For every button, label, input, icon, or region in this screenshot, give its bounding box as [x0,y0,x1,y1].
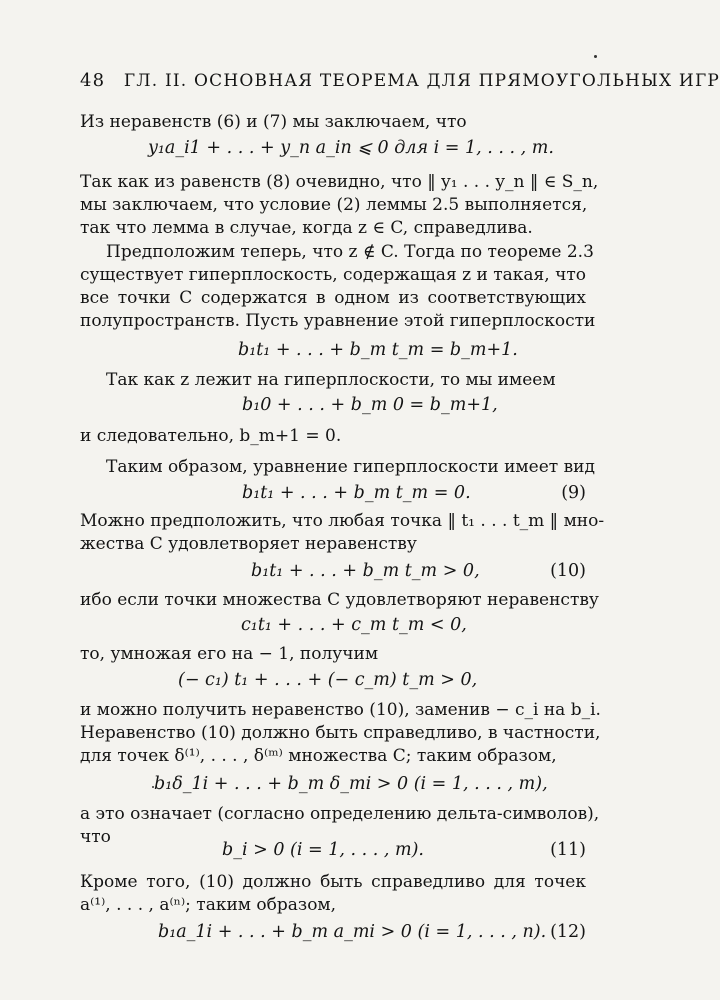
formula: y₁a_i1 + . . . + y_n a_in ⩽ 0 для i = 1, . . . , m. [148,138,554,158]
running-header [80,70,720,91]
text-line: а это означает (согласно определению дельта-символов), [80,804,600,824]
text-line: для точек δ⁽¹⁾, . . . , δ⁽ᵐ⁾ множества C; таким образом, [80,746,557,766]
formula: b₁δ_1i + . . . + b_m δ_mi > 0 (i = 1, . . . , m), [154,774,548,794]
text-line: так что лемма в случае, когда z ∈ C, справедлива. [80,218,533,238]
page-number: 48 [80,70,106,91]
text-line: что [80,827,111,847]
text-line: Так как z лежит на гиперплоскости, то мы имеем [106,370,556,390]
text-line: и можно получить неравенство (10), заменив − c_i на b_i. [80,700,601,720]
equation-number: (9) [561,483,586,503]
text-line: все точки C содержатся в одном из соответствующих [80,288,586,308]
formula: b₁t₁ + . . . + b_m t_m = 0. [242,483,471,503]
text-line: Кроме того, (10) должно быть справедливо для точек [80,872,586,892]
formula: b₁a_1i + . . . + b_m a_mi > 0 (i = 1, . . . , n). [158,922,547,942]
formula: b₁0 + . . . + b_m 0 = b_m+1, [242,395,498,415]
text-line: Предположим теперь, что z ∉ C. Тогда по теореме 2.3 [106,242,594,262]
equation-number: (12) [550,922,586,942]
text-line: Так как из равенств (8) очевидно, что ‖ y₁ . . . y_n ‖ ∈ S_n, [80,172,599,192]
text-line: ибо если точки множества C удовлетворяют неравенству [80,590,599,610]
text-line: мы заключаем, что условие (2) леммы 2.5 выполняется, [80,195,588,215]
formula: (− c₁) t₁ + . . . + (− c_m) t_m > 0, [178,670,478,690]
print-speck [152,786,154,788]
equation-number: (11) [550,840,586,860]
text-line: Из неравенств (6) и (7) мы заключаем, что [80,112,467,132]
equation-number: (10) [550,561,586,581]
formula: b₁t₁ + . . . + b_m t_m > 0, [251,561,480,581]
formula: b_i > 0 (i = 1, . . . , m). [222,840,424,860]
text-line: Неравенство (10) должно быть справедливо, в частности, [80,723,601,743]
formula: b₁t₁ + . . . + b_m t_m = b_m+1. [238,340,518,360]
text-line: жества C удовлетворяет неравенству [80,534,417,554]
text-line: полупространств. Пусть уравнение этой гиперплоскости [80,311,596,331]
running-title: ГЛ. II. ОСНОВНАЯ ТЕОРЕМА ДЛЯ ПРЯМОУГОЛЬНЫХ ИГР [123,71,720,91]
text-line: то, умножая его на − 1, получим [80,644,379,664]
text-line: существует гиперплоскость, содержащая z и такая, что [80,265,586,285]
print-speck [594,55,597,58]
text-line: и следовательно, b_m+1 = 0. [80,426,342,446]
text-line: a⁽¹⁾, . . . , a⁽ⁿ⁾; таким образом, [80,895,337,915]
text-line: Таким образом, уравнение гиперплоскости имеет вид [106,457,595,477]
formula: c₁t₁ + . . . + c_m t_m < 0, [241,615,467,635]
text-line: Можно предположить, что любая точка ‖ t₁ . . . t_m ‖ мно- [80,511,605,531]
